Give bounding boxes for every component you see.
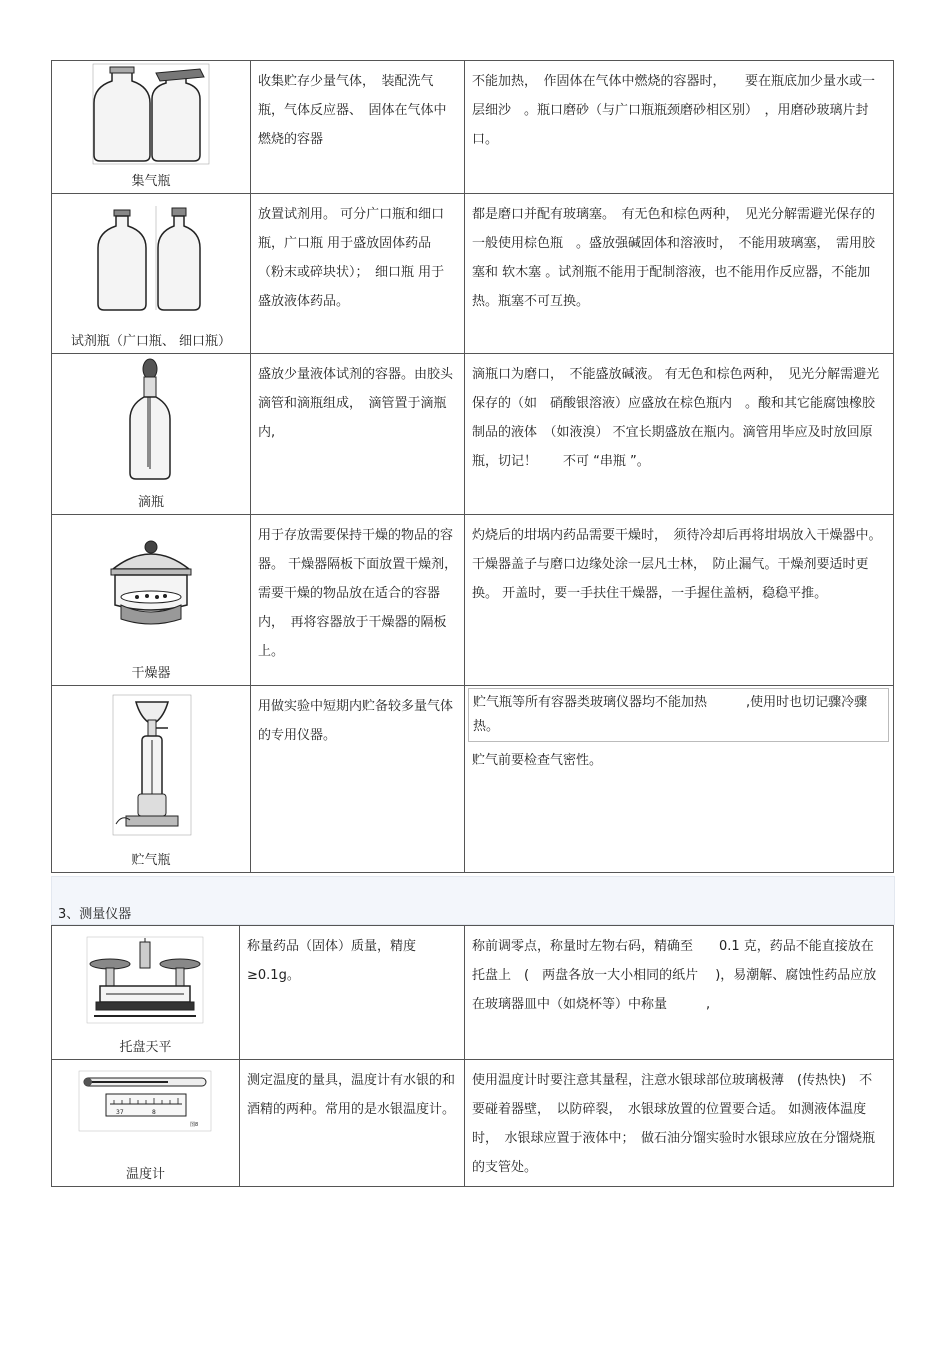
figure-label: 图8 (190, 1122, 199, 1128)
row-name: 滴瓶 (137, 495, 164, 510)
section-header (51, 876, 895, 925)
reagent-bottle-cell (52, 194, 251, 354)
note-text: 灼烧后的坩埚内药品需要干燥时， 须待冷却后再将坩埚放入干燥器中。 干燥器盖子与磨口边缘处涂一层凡士林， 防止漏气。干燥剂要适时更换。 开盖时，要一手扶住干燥器，一手握住盖柄，稳稳平推。 (472, 528, 882, 601)
table-row (52, 686, 894, 873)
reagent-bottle-image (92, 206, 210, 314)
row-name: 托盘天平 (119, 1040, 172, 1055)
measurement-table (51, 925, 894, 1187)
tray-balance-image (86, 936, 204, 1024)
container-table (51, 60, 894, 873)
use-cell (251, 686, 465, 873)
use-cell (251, 515, 465, 686)
note-text: 都是磨口并配有玻璃塞。 有无色和棕色两种， 见光分解需避光保存的一般使用棕色瓶 。盛放强碱固体和溶液时， 不能用玻璃塞， 需用胶塞和 软木塞 。试剂瓶不能用于配制溶液，也不能用作反应器，不能加热。瓶塞不可互换。 (472, 207, 876, 309)
gas-storage-cell (52, 686, 251, 873)
use-cell (240, 926, 465, 1060)
dropper-bottle-image (124, 357, 176, 483)
use-text: 盛放少量液体试剂的容器。由胶头滴管和滴瓶组成， 滴管置于滴瓶内, (258, 367, 454, 440)
section-title: 3、测量仪器 (58, 907, 132, 922)
table-row (52, 354, 894, 515)
use-text: 称量药品（固体）质量，精度 ≥0.1g。 (247, 939, 417, 983)
table-row (52, 1060, 894, 1187)
note-text: 滴瓶口为磨口， 不能盛放碱液。 有无色和棕色两种， 见光分解需避光保存的（如 硝酸银溶液）应盛放在棕色瓶内 。酸和其它能腐蚀橡胶制品的液体 （如液溴） 不宜长期盛放在瓶内。滴管用毕应及时放回原瓶，切记！ 不可 “串瓶 ”。 (472, 367, 880, 469)
note-cell (465, 686, 894, 873)
use-text: 放置试剂用。 可分广口瓶和细口瓶，广口瓶 用于盛放固体药品（粉末或碎块状）； 细口瓶 用于盛放液体药品。 (258, 207, 445, 309)
table-row (52, 194, 894, 354)
use-cell (251, 354, 465, 515)
use-cell (240, 1060, 465, 1187)
thermometer-image (78, 1070, 212, 1132)
boxed-note: 贮气瓶等所有容器类玻璃仪器均不能加热 ,使用时也切记骤冷骤热。 (468, 688, 889, 742)
row-name: 试剂瓶（广口瓶、 细口瓶） (70, 334, 232, 349)
row-name: 温度计 (125, 1167, 165, 1182)
use-text: 用于存放需要保持干燥的物品的容器。 干燥器隔板下面放置干燥剂， 需要干燥的物品放在适合的容器内， 再将容器放于干燥器的隔板上。 (258, 528, 464, 659)
note-cell (465, 515, 894, 686)
gas-storage-bottle-image (112, 694, 192, 836)
table-row (52, 61, 894, 194)
desiccator-image (107, 539, 195, 635)
use-text: 测定温度的量具，温度计有水银的和酒精的两种。常用的是水银温度计。 (247, 1073, 456, 1117)
scale-label: 37 (116, 1109, 124, 1116)
row-name: 集气瓶 (131, 174, 171, 189)
gas-jar-image (92, 63, 210, 165)
use-text: 用做实验中短期内贮备较多量气体的专用仪器。 (258, 699, 454, 743)
gas-jar-cell (52, 61, 251, 194)
note-cell (465, 926, 894, 1060)
note-text: 不能加热， 作固体在气体中燃烧的容器时， 要在瓶底加少量水或一层细沙 。瓶口磨砂（与广口瓶瓶颈磨砂相区别） ，用磨砂玻璃片封口。 (472, 74, 876, 147)
row-name: 贮气瓶 (131, 853, 171, 868)
scale-label: 8 (152, 1109, 156, 1116)
note-text: 贮气前要检查气密性。 (472, 753, 603, 768)
note-cell (465, 61, 894, 194)
row-name: 干燥器 (131, 666, 171, 681)
note-text: 称前调零点，称量时左物右码，精确至 0.1 克，药品不能直接放在托盘上 ( 两盘各放一大小相同的纸片 )，易潮解、腐蚀性药品应放在玻璃器皿中（如烧杯等）中称量 , (472, 939, 877, 1012)
table-row (52, 926, 894, 1060)
note-text: 使用温度计时要注意其量程，注意水银球部位玻璃极薄 (传热快) 不要碰着器壁， 以防碎裂， 水银球放置的位置要合适。 如测液体温度时， 水银球应置于液体中； 做石油分馏实验时水银球应放在分馏烧瓶的支管处。 (472, 1073, 876, 1175)
note-cell (465, 1060, 894, 1187)
use-cell (251, 194, 465, 354)
thermometer-cell (52, 1060, 240, 1187)
table-row (52, 515, 894, 686)
use-cell (251, 61, 465, 194)
desiccator-cell (52, 515, 251, 686)
balance-cell (52, 926, 240, 1060)
dropper-bottle-cell (52, 354, 251, 515)
note-cell (465, 354, 894, 515)
note-cell (465, 194, 894, 354)
use-text: 收集贮存少量气体， 装配洗气瓶，气体反应器、 固体在气体中燃烧的容器 (258, 74, 447, 147)
